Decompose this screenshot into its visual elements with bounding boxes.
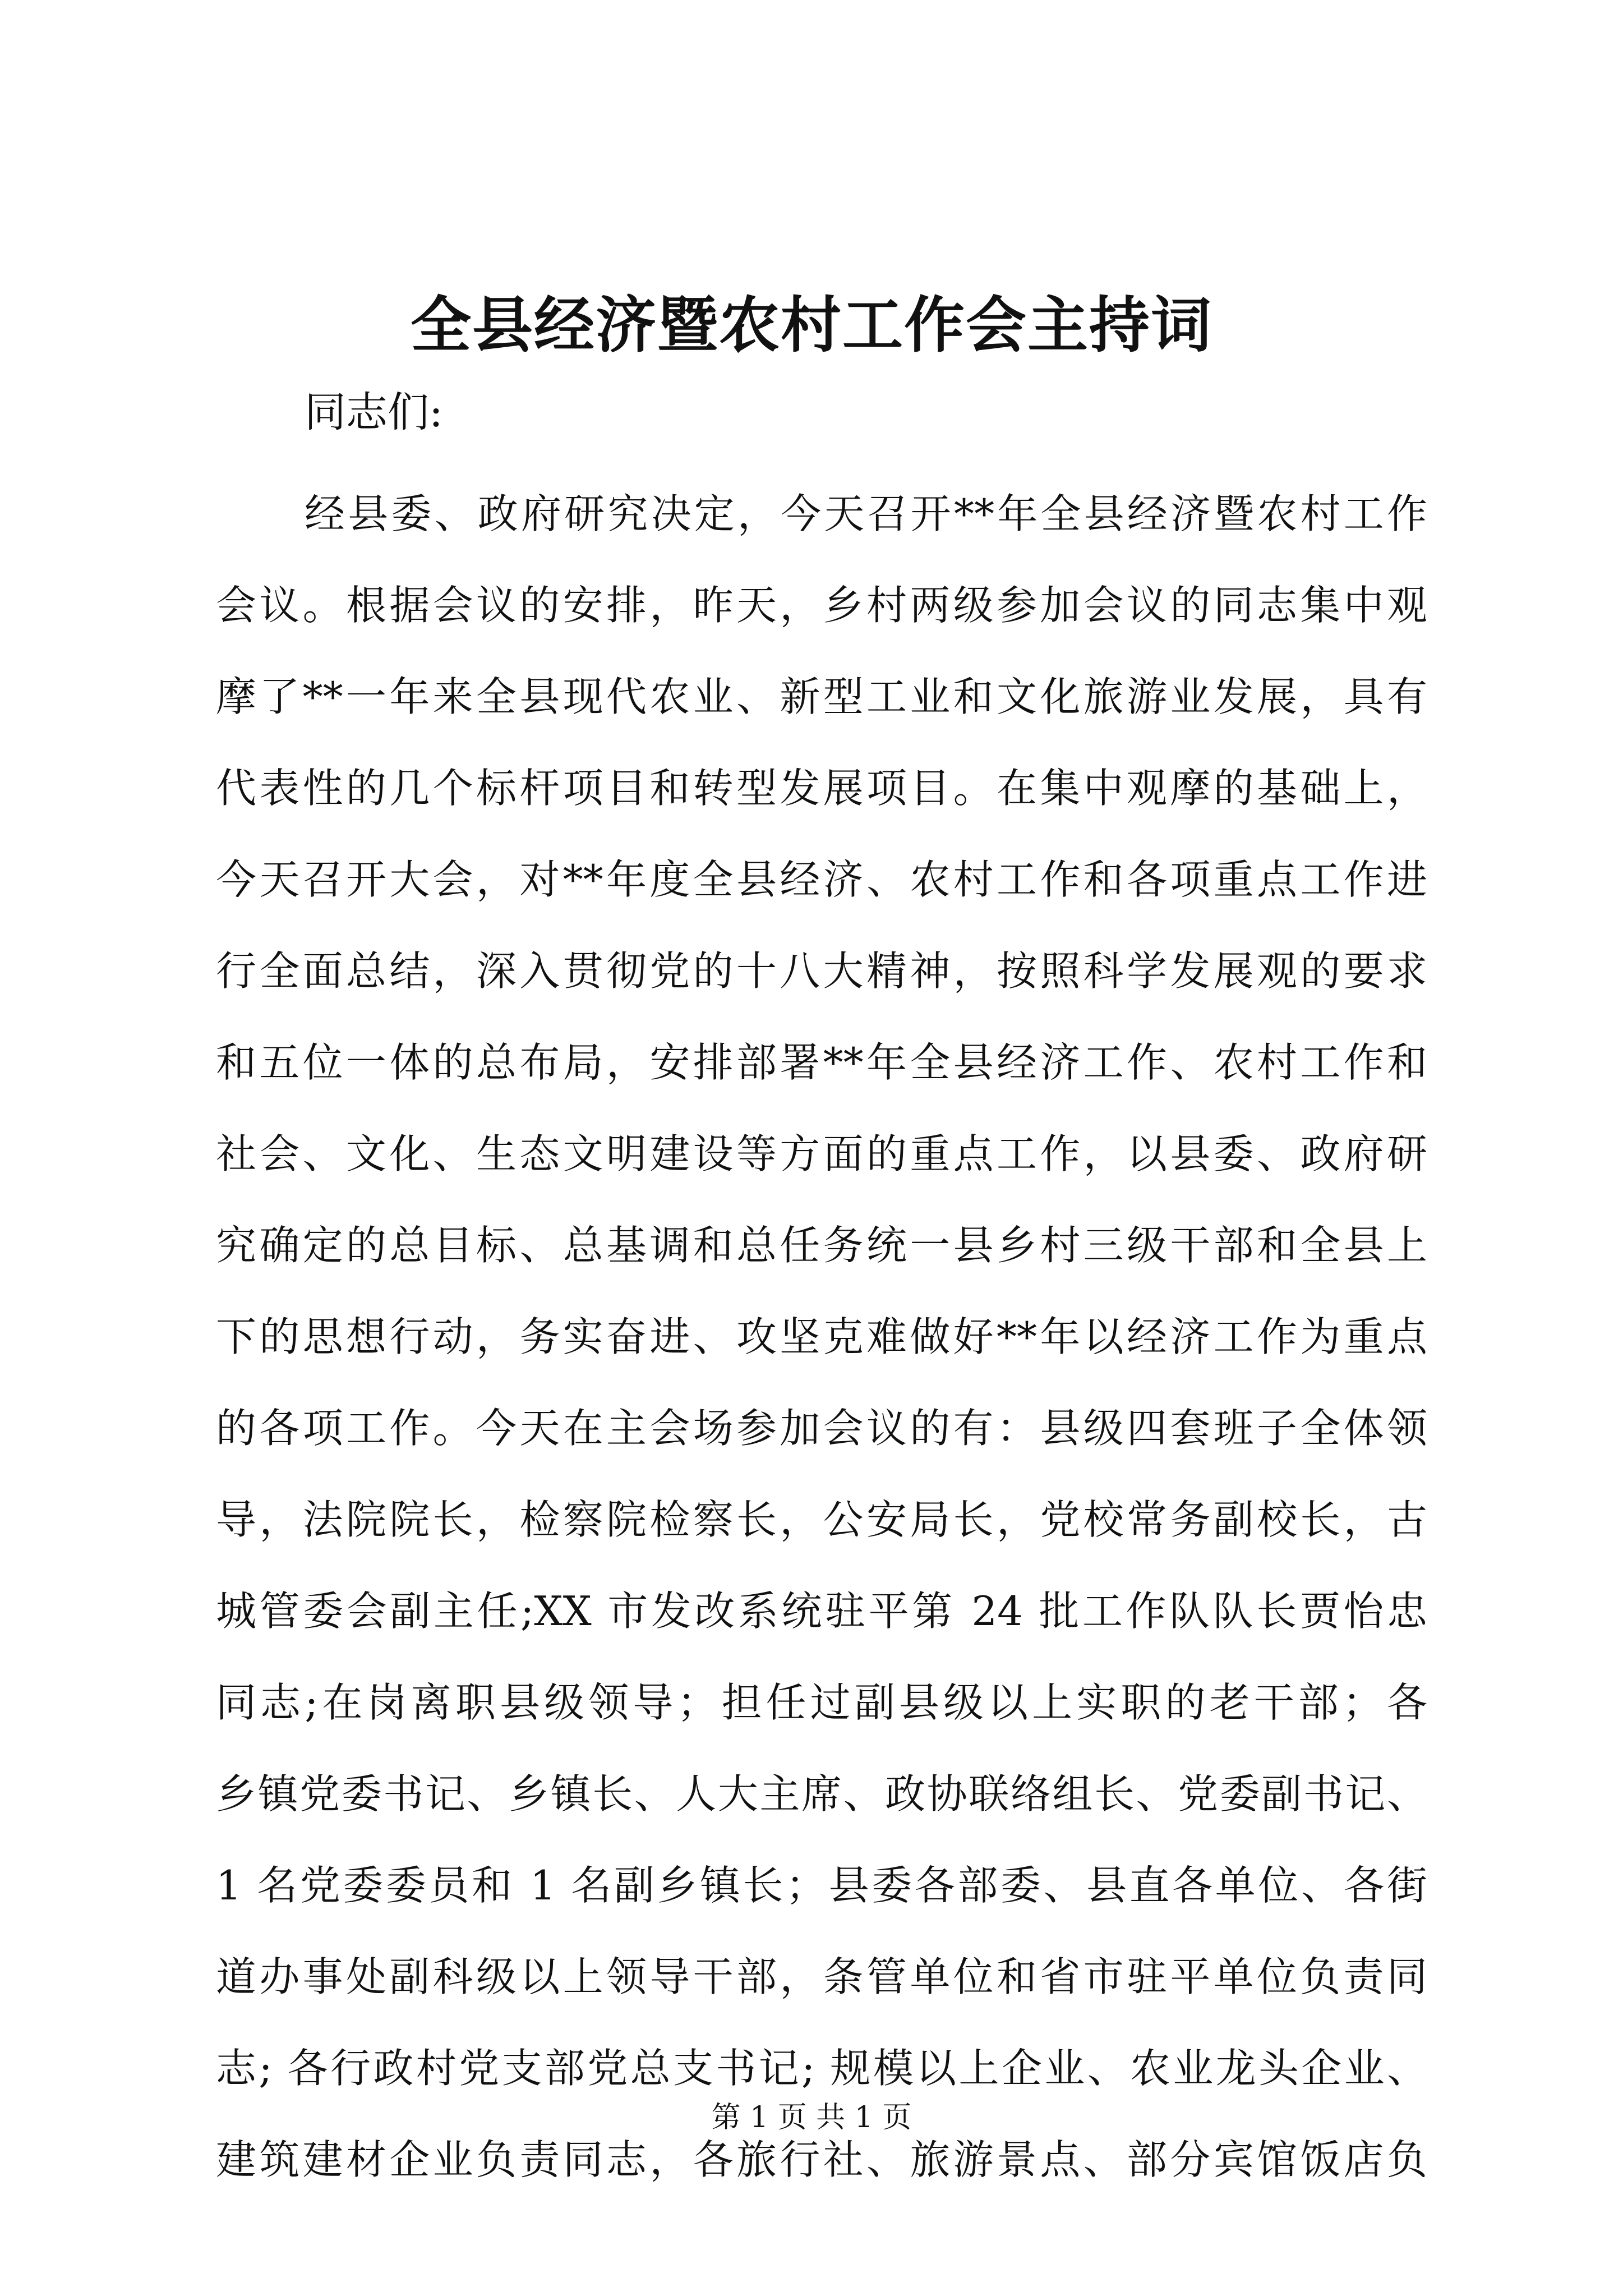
paragraph-line: 城管委会副主任;XX 市发改系统驻平第 24 批工作队队长贾怡忠 bbox=[216, 1588, 1427, 1635]
paragraph-line: 社会、文化、生态文明建设等方面的重点工作，以县委、政府研 bbox=[216, 1130, 1427, 1177]
paragraph-line: 代表性的几个标杆项目和转型发展项目。在集中观摩的基础上， bbox=[216, 765, 1427, 812]
paragraph-line: 摩了**一年来全县现代农业、新型工业和文化旅游业发展，具有 bbox=[216, 673, 1427, 720]
paragraph-line: 究确定的总目标、总基调和总任务统一县乡村三级干部和全县上 bbox=[216, 1222, 1427, 1269]
body-paragraph bbox=[216, 468, 1427, 2206]
paragraph-line: 下的思想行动，务实奋进、攻坚克难做好**年以经济工作为重点 bbox=[216, 1313, 1427, 1360]
paragraph-line: 同志;在岗离职县级领导；担任过副县级以上实职的老干部；各 bbox=[216, 1679, 1427, 1726]
page-footer: 第 1 页 共 1 页 bbox=[711, 2101, 912, 2134]
paragraph-line: 今天召开大会，对**年度全县经济、农村工作和各项重点工作进 bbox=[216, 856, 1427, 903]
paragraph-line: 乡镇党委书记、乡镇长、人大主席、政协联络组长、党委副书记、 bbox=[216, 1770, 1427, 1818]
paragraph-line: 经县委、政府研究决定，今天召开**年全县经济暨农村工作 bbox=[305, 490, 1427, 537]
paragraph-line: 导，法院院长，检察院检察长，公安局长，党校常务副校长，古 bbox=[216, 1496, 1427, 1543]
paragraph-line: 的各项工作。今天在主会场参加会议的有：县级四套班子全体领 bbox=[216, 1405, 1427, 1452]
paragraph-line: 1 名党委委员和 1 名副乡镇长；县委各部委、县直各单位、各街 bbox=[216, 1862, 1427, 1909]
paragraph-line: 和五位一体的总布局，安排部署**年全县经济工作、农村工作和 bbox=[216, 1039, 1427, 1086]
paragraph-line: 会议。根据会议的安排，昨天，乡村两级参加会议的同志集中观 bbox=[216, 582, 1427, 629]
paragraph-line: 道办事处副科级以上领导干部，条管单位和省市驻平单位负责同 bbox=[216, 1953, 1427, 2000]
document-title: 全县经济暨农村工作会主持词 bbox=[410, 290, 1212, 361]
paragraph-line: 行全面总结，深入贯彻党的十八大精神，按照科学发展观的要求 bbox=[216, 947, 1427, 995]
paragraph-line: 志; 各行政村党支部党总支书记; 规模以上企业、农业龙头企业、 bbox=[216, 2045, 1427, 2092]
salutation: 同志们: bbox=[305, 388, 443, 436]
paragraph-line: 建筑建材企业负责同志，各旅行社、旅游景点、部分宾馆饭店负 bbox=[216, 2136, 1427, 2183]
